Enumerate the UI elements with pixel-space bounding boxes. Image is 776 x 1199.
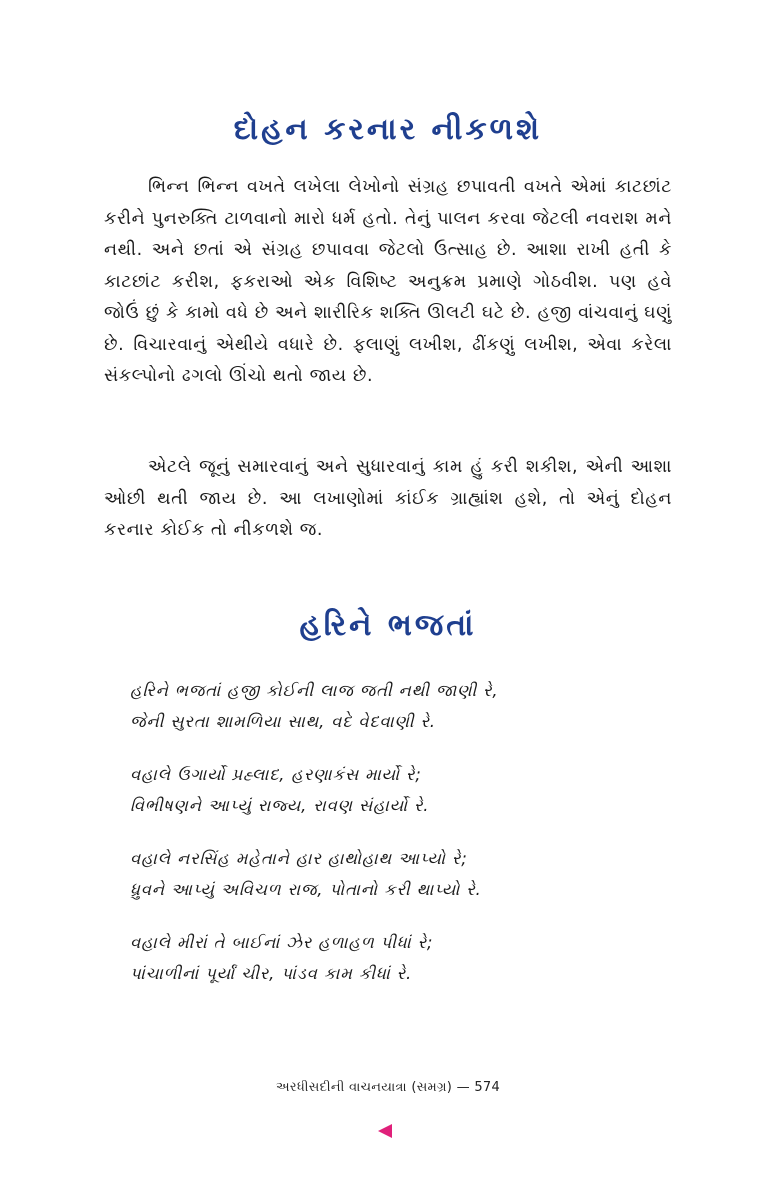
poem-stanza — [130, 843, 690, 905]
poem-line: વહાલે ઉગાર્યો પ્રહ્લાદ, હરણાકંસ માર્યો રે; — [130, 765, 422, 784]
paragraph-text: ભિન્ન ભિન્ન વખતે લખેલા લેખોનો સંગ્રહ છપાવતી વખતે એમાં કાટછાંટ કરીને પુનરુક્તિ ટાળવાનો મારો ધર્મ હતો. તેનું પાલન કરવા જેટલી નવરાશ મને નથી. અને છતાં એ સંગ્રહ છપાવવા જેટલો ઉત્સાહ છે. આશા રાખી હતી કે કાટછાંટ કરીશ, ફકરાઓ એક વિશિષ્ટ અનુક્રમ પ્રમાણે ગોઠવીશ. પણ હવે જોઉં છું કે કામો વધે છે અને શારીરિક શક્તિ ઊલટી ઘટે છે. હજી વાંચવાનું ઘણું છે. વિચારવાનું એથીયે વધારે છે. ફલાણું લખીશ, ઢીંકણું લખીશ, એવા કરેલા સંકલ્પોનો ઢગલો ઊંચો થતો જાય છે. — [104, 177, 672, 386]
poem-line: વહાલે નરસિંહ મહેતાને હાર હાથોહાથ આપ્યો રે; — [130, 849, 468, 868]
poem-line: ધ્રુવને આપ્યું અવિચળ રાજ, પોતાનો કરી થાપ્યો રે. — [130, 880, 482, 899]
poem-line: પાંચાળીનાં પૂર્યાં ચીર, પાંડવ કામ કીધાં રે. — [130, 964, 413, 983]
poem-block — [130, 675, 690, 1011]
poem-stanza — [130, 675, 690, 737]
poem-stanza — [130, 759, 690, 821]
prose-paragraph-2 — [104, 452, 672, 547]
section-title-dohan: દોહન કરનાર નીકળશે — [233, 112, 543, 147]
poem-line: હરિને ભજતાં હજી કોઈની લાજ જતી નથી જાણી રે, — [130, 681, 499, 700]
prose-paragraph-1 — [104, 172, 672, 393]
paragraph-text: એટલે જૂનું સમારવાનું અને સુધારવાનું કામ હું કરી શકીશ, એની આશા ઓછી થતી જાય છે. આ લખાણોમાં કાંઈક ગ્રાહ્યાંશ હશે, તો એનું દોહન કરનાર કોઈક તો નીકળશે જ. — [104, 457, 672, 540]
poem-line: વિભીષણને આપ્યું રાજ્ય, રાવણ સંહાર્યો રે. — [130, 796, 430, 815]
section-title-harine-bhajtan: હરિને ભજતાં — [299, 608, 477, 643]
page-footer: અરધીસદીની વાચનયાત્રા (સમગ્ર) — 574 — [275, 1080, 501, 1095]
poem-line: જેની સુરતા શામળિયા સાથ, વદે વેદવાણી રે. — [130, 712, 436, 731]
previous-page-triangle-left-icon[interactable] — [378, 1124, 392, 1138]
poem-stanza — [130, 927, 690, 989]
poem-line: વહાલે મીરાં તે બાઈનાં ઝેર હળાહળ પીધાં રે; — [130, 933, 434, 952]
